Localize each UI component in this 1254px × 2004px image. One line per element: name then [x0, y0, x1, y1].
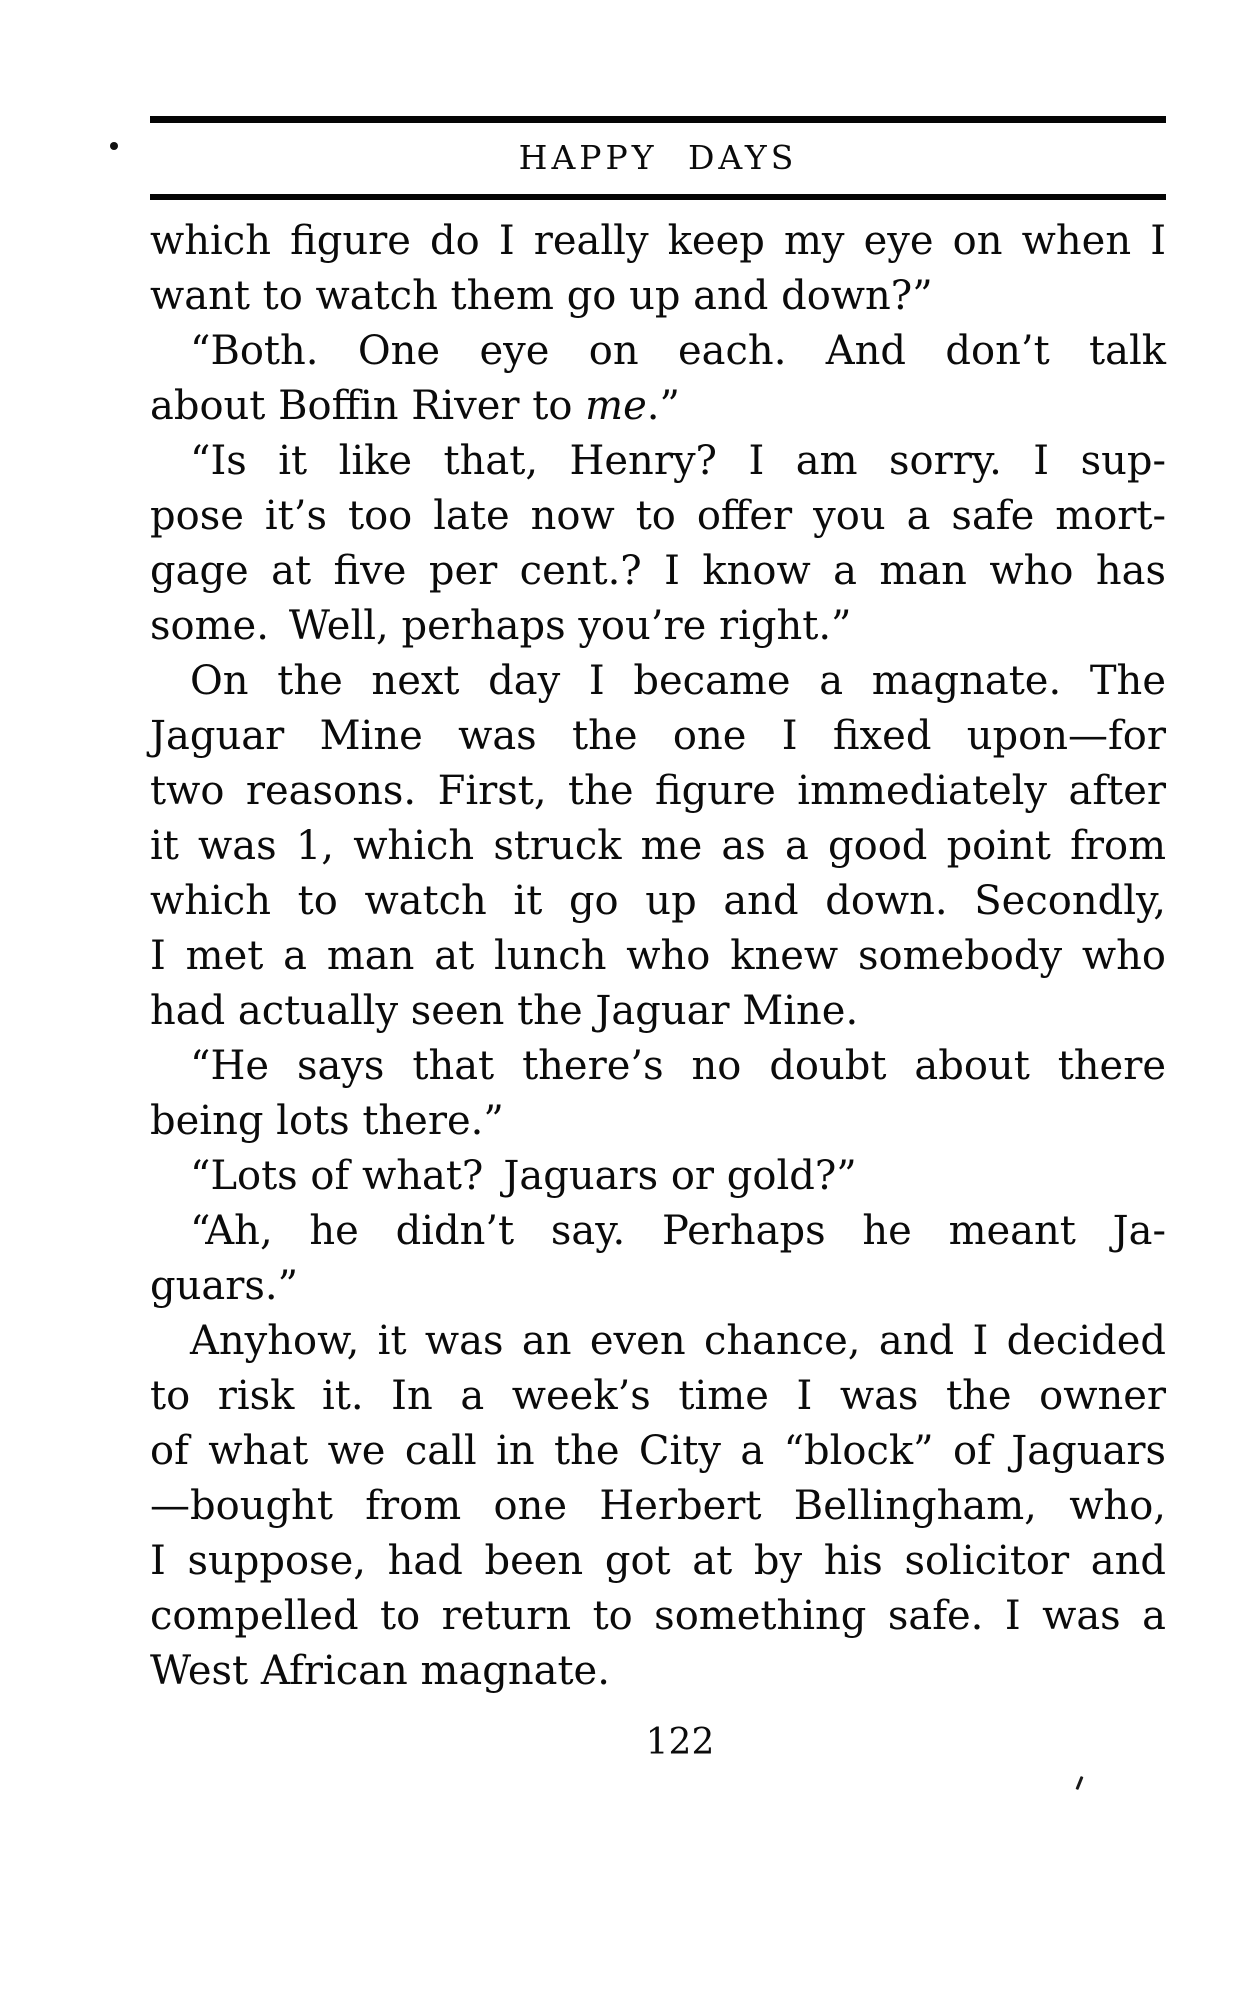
text-segment: about Boffin River to: [150, 383, 586, 429]
text-segment: had actually seen the Jaguar Mine.: [150, 988, 859, 1034]
text-line: [150, 984, 1166, 1039]
italic-text: me: [585, 383, 647, 429]
text-line: [150, 929, 1166, 984]
text-line: [150, 1314, 1166, 1369]
text-line: [150, 874, 1166, 929]
text-segment: Anyhow, it was an even chance, and I decided: [190, 1318, 1166, 1364]
text-line: [150, 709, 1166, 764]
text-line: [150, 1369, 1166, 1424]
text-segment: “Both. One eye on each. And don’t talk: [190, 328, 1166, 374]
text-segment: two reasons. First, the figure immediately after: [150, 768, 1166, 814]
text-segment: “Lots of what? Jaguars or gold?”: [190, 1153, 857, 1199]
text-line: [150, 434, 1166, 489]
text-line: [150, 764, 1166, 819]
text-segment: I suppose, had been got at by his solicitor and: [150, 1538, 1166, 1584]
text-line: [150, 544, 1166, 599]
text-segment: want to watch them go up and down?”: [150, 273, 933, 319]
text-segment: guars.”: [150, 1263, 299, 1309]
text-segment: it was 1, which struck me as a good point from: [150, 823, 1166, 869]
page-text: [150, 214, 1166, 1699]
text-line: [150, 1094, 1166, 1149]
text-line: [150, 1589, 1166, 1644]
ink-speck-slash-icon: [1075, 1776, 1083, 1790]
text-line: [150, 1479, 1166, 1534]
text-segment: which figure do I really keep my eye on when I: [150, 218, 1166, 264]
text-line: [150, 214, 1166, 269]
text-segment: “He says that there’s no doubt about there: [190, 1043, 1166, 1089]
text-segment: On the next day I became a magnate. The: [190, 658, 1166, 704]
text-line: [150, 269, 1166, 324]
text-segment: compelled to return to something safe. I was a: [150, 1593, 1166, 1639]
text-segment: .”: [646, 383, 680, 429]
text-segment: I met a man at lunch who knew somebody who: [150, 933, 1166, 979]
text-segment: “Ah, he didn’t say. Perhaps he meant Ja-: [190, 1208, 1166, 1254]
text-segment: some. Well, perhaps you’re right.”: [150, 603, 852, 649]
text-line: [150, 1204, 1166, 1259]
text-line: [150, 1039, 1166, 1094]
ink-speck-dot-icon: [110, 142, 118, 150]
text-line: [150, 654, 1166, 709]
text-line: [150, 599, 1166, 654]
page-number: 122: [645, 1722, 715, 1763]
header-rule-top: [150, 116, 1166, 123]
text-line: [150, 1259, 1166, 1314]
text-segment: —bought from one Herbert Bellingham, who,: [150, 1483, 1166, 1529]
text-segment: to risk it. In a week’s time I was the owner: [150, 1373, 1166, 1419]
text-line: [150, 819, 1166, 874]
text-segment: gage at five per cent.? I know a man who has: [150, 548, 1166, 594]
text-segment: pose it’s too late now to offer you a safe mort-: [150, 493, 1166, 539]
text-line: [150, 1149, 1166, 1204]
text-line: [150, 324, 1166, 379]
running-head: HAPPY DAYS: [518, 138, 798, 177]
text-segment: of what we call in the City a “block” of Jaguars: [150, 1428, 1166, 1474]
text-segment: being lots there.”: [150, 1098, 504, 1144]
text-line: [150, 489, 1166, 544]
text-line: [150, 1424, 1166, 1479]
text-line: [150, 1534, 1166, 1589]
text-line: [150, 379, 1166, 434]
text-segment: West African magnate.: [150, 1648, 610, 1694]
text-segment: “Is it like that, Henry? I am sorry. I sup-: [190, 438, 1166, 484]
text-segment: Jaguar Mine was the one I fixed upon—for: [150, 713, 1166, 759]
text-segment: which to watch it go up and down. Secondly,: [150, 878, 1166, 924]
text-line: [150, 1644, 1166, 1699]
header-rule-bottom: [150, 194, 1166, 200]
